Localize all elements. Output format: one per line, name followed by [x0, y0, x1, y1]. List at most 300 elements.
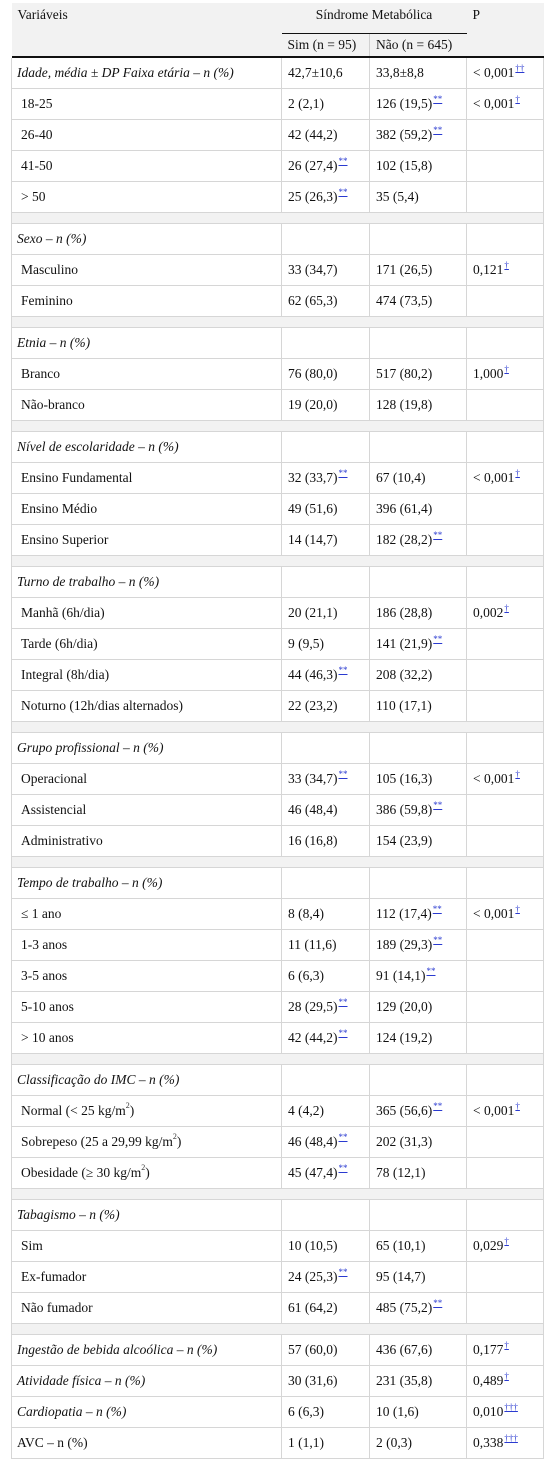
row-label-text: Feminino	[21, 293, 73, 308]
value-no-text: 474 (73,5)	[376, 293, 433, 308]
footnote-mark-link[interactable]: **	[338, 1132, 348, 1142]
value-p	[467, 691, 544, 722]
section-title: Turno de trabalho – n (%)	[12, 567, 282, 598]
empty-cell	[467, 868, 544, 899]
row-label	[12, 390, 282, 421]
row-label-text: Tarde (6h/dia)	[21, 636, 98, 651]
row-label	[12, 286, 282, 317]
section-header-row	[12, 1065, 544, 1096]
table-row	[12, 629, 544, 660]
footnote-mark-link[interactable]: **	[433, 1298, 443, 1308]
table-row	[12, 255, 544, 286]
footnote-mark-link[interactable]: †	[515, 94, 520, 104]
row-label-text: Noturno (12h/dias alternados)	[21, 698, 183, 713]
footnote-mark-link[interactable]: †	[504, 1236, 509, 1246]
value-no-text: 126 (19,5)	[376, 96, 433, 111]
value-yes	[282, 182, 370, 213]
table-body	[12, 3, 544, 1459]
value-yes	[282, 1397, 370, 1428]
value-yes	[282, 494, 370, 525]
table-row	[12, 1293, 544, 1324]
value-no	[370, 764, 467, 795]
empty-cell	[467, 733, 544, 764]
table-row	[12, 120, 544, 151]
table-row	[12, 525, 544, 556]
value-yes	[282, 525, 370, 556]
value-p-text: 0,121	[473, 262, 504, 277]
footnote-mark-link[interactable]: †	[515, 468, 520, 478]
value-no	[370, 1023, 467, 1054]
section-header-row	[12, 58, 544, 89]
value-p	[467, 1293, 544, 1324]
value-p	[467, 1366, 544, 1397]
footnote-mark-link[interactable]: **	[433, 935, 443, 945]
table-row	[12, 1158, 544, 1189]
value-p	[467, 359, 544, 390]
value-yes	[282, 359, 370, 390]
row-label	[12, 1127, 282, 1158]
section-spacer	[12, 421, 544, 432]
table-row	[12, 494, 544, 525]
row-label	[12, 255, 282, 286]
value-no	[370, 89, 467, 120]
value-no	[370, 494, 467, 525]
value-yes	[282, 1293, 370, 1324]
table-row	[12, 899, 544, 930]
value-p	[467, 1158, 544, 1189]
row-label	[12, 660, 282, 691]
empty-cell	[370, 1200, 467, 1231]
row-label-text: Assistencial	[21, 802, 87, 817]
row-label	[12, 1262, 282, 1293]
section-spacer-cell	[12, 213, 544, 224]
unit-superscript: 2	[125, 1101, 130, 1110]
value-p	[467, 494, 544, 525]
empty-cell	[282, 328, 370, 359]
value-no	[370, 691, 467, 722]
value-no	[370, 629, 467, 660]
footnote-mark-link[interactable]: **	[433, 94, 443, 104]
table-row	[12, 286, 544, 317]
value-p	[467, 255, 544, 286]
value-yes-text: 26 (27,4)	[288, 158, 338, 173]
footnote-mark-link[interactable]: †	[515, 904, 520, 914]
value-yes-text: 4 (4,2)	[288, 1103, 324, 1118]
value-no	[370, 795, 467, 826]
section-header-row	[12, 1200, 544, 1231]
section-title	[12, 1366, 282, 1397]
value-yes-text: 42 (44,2)	[288, 127, 338, 142]
value-p-text: < 0,001	[473, 1103, 515, 1118]
row-label-text: 18-25	[21, 96, 53, 111]
row-label-text: Idade, média ± DP Faixa etária – n (%)	[17, 65, 234, 80]
value-yes	[282, 120, 370, 151]
footnote-mark-link[interactable]: †††	[504, 1402, 518, 1412]
footnote-mark-link[interactable]: **	[338, 468, 348, 478]
value-no	[370, 961, 467, 992]
value-yes	[282, 89, 370, 120]
row-label	[12, 992, 282, 1023]
row-label	[12, 151, 282, 182]
empty-cell	[467, 567, 544, 598]
value-no	[370, 255, 467, 286]
section-title: Tempo de trabalho – n (%)	[12, 868, 282, 899]
table-row	[12, 691, 544, 722]
empty-cell	[282, 733, 370, 764]
value-yes-text: 49 (51,6)	[288, 501, 338, 516]
footnote-mark-link[interactable]: **	[338, 156, 348, 166]
value-no	[370, 525, 467, 556]
value-p	[467, 1127, 544, 1158]
row-label-text: 5-10 anos	[21, 999, 74, 1014]
value-no	[370, 151, 467, 182]
value-p-text: 0,338	[473, 1435, 504, 1450]
empty-cell	[467, 1200, 544, 1231]
row-label-text: Obesidade (≥ 30 kg/m	[21, 1165, 142, 1180]
section-spacer-cell	[12, 421, 544, 432]
section-spacer-cell	[12, 556, 544, 567]
value-no-text: 231 (35,8)	[376, 1373, 433, 1388]
value-no	[370, 598, 467, 629]
value-no-text: 202 (31,3)	[376, 1134, 433, 1149]
row-label	[12, 826, 282, 857]
value-no	[370, 1127, 467, 1158]
value-p	[467, 795, 544, 826]
empty-cell	[282, 224, 370, 255]
value-yes-text: 25 (26,3)	[288, 189, 338, 204]
value-p	[467, 286, 544, 317]
value-yes	[282, 1231, 370, 1262]
section-title: Tabagismo – n (%)	[12, 1200, 282, 1231]
section-header-row	[12, 1428, 544, 1459]
value-no-text: 2 (0,3)	[376, 1435, 412, 1450]
row-label-text: AVC – n (%)	[17, 1435, 88, 1450]
footnote-mark-link[interactable]: †††	[504, 1433, 518, 1443]
row-label-end: )	[129, 1103, 135, 1118]
section-title	[12, 1428, 282, 1459]
row-label	[12, 120, 282, 151]
value-no-text: 141 (21,9)	[376, 636, 433, 651]
empty-cell	[467, 1065, 544, 1096]
value-no-text: 65 (10,1)	[376, 1238, 426, 1253]
value-p-text: 0,177	[473, 1342, 504, 1357]
footnote-mark-link[interactable]: **	[432, 904, 442, 914]
row-label	[12, 1158, 282, 1189]
empty-cell	[370, 567, 467, 598]
section-header-row	[12, 1366, 544, 1397]
row-label-text: Integral (8h/dia)	[21, 667, 110, 682]
value-no-text: 186 (28,8)	[376, 605, 433, 620]
value-p-text: < 0,001	[473, 65, 515, 80]
value-yes-text: 33 (34,7)	[288, 771, 338, 786]
value-no	[370, 1428, 467, 1459]
value-yes-text: 16 (16,8)	[288, 833, 338, 848]
header-row-top	[12, 3, 544, 34]
row-label-text: Ex-fumador	[21, 1269, 87, 1284]
value-yes	[282, 795, 370, 826]
value-no-text: 382 (59,2)	[376, 127, 433, 142]
unit-superscript: 2	[141, 1163, 146, 1172]
value-yes-text: 57 (60,0)	[288, 1342, 338, 1357]
value-yes	[282, 1158, 370, 1189]
footnote-mark-link[interactable]: †	[515, 1101, 520, 1111]
row-label-text: Não-branco	[21, 397, 85, 412]
row-label-text: Ingestão de bebida alcoólica – n (%)	[17, 1342, 218, 1357]
row-label-text: Ensino Médio	[21, 501, 98, 516]
value-yes	[282, 992, 370, 1023]
value-no	[370, 992, 467, 1023]
table-row	[12, 359, 544, 390]
row-label-text: 3-5 anos	[21, 968, 68, 983]
section-header-row	[12, 733, 544, 764]
empty-cell	[282, 868, 370, 899]
value-yes-text: 22 (23,2)	[288, 698, 338, 713]
value-yes	[282, 691, 370, 722]
value-no-text: 129 (20,0)	[376, 999, 433, 1014]
header-metabolic-syndrome: Síndrome Metabólica	[282, 3, 467, 34]
metabolic-syndrome-table	[11, 3, 544, 1459]
footnote-mark-link[interactable]: **	[338, 665, 348, 675]
value-yes-text: 2 (2,1)	[288, 96, 324, 111]
value-yes	[282, 629, 370, 660]
footnote-mark-link[interactable]: †	[504, 1340, 509, 1350]
value-no	[370, 1366, 467, 1397]
section-spacer-cell	[12, 1054, 544, 1065]
value-p	[467, 764, 544, 795]
value-yes-text: 14 (14,7)	[288, 532, 338, 547]
value-no-text: 110 (17,1)	[376, 698, 432, 713]
value-p	[467, 1096, 544, 1127]
value-no-text: 128 (19,8)	[376, 397, 433, 412]
row-label-text: 41-50	[21, 158, 53, 173]
row-label-text: Ensino Fundamental	[21, 470, 133, 485]
value-p-text: 0,010	[473, 1404, 504, 1419]
value-no	[370, 660, 467, 691]
footnote-mark-link[interactable]: **	[338, 187, 348, 197]
value-yes-text: 30 (31,6)	[288, 1373, 338, 1388]
empty-cell	[282, 432, 370, 463]
section-header-row	[12, 432, 544, 463]
header-variables: Variáveis	[12, 3, 282, 34]
footnote-mark-link[interactable]: **	[433, 634, 443, 644]
value-no-text: 182 (28,2)	[376, 532, 433, 547]
value-p	[467, 89, 544, 120]
value-no-text: 517 (80,2)	[376, 366, 433, 381]
value-yes	[282, 463, 370, 494]
section-title	[12, 1397, 282, 1428]
value-no	[370, 930, 467, 961]
footnote-mark-link[interactable]: ††	[515, 63, 525, 73]
value-p	[467, 992, 544, 1023]
row-label-end: )	[145, 1165, 150, 1180]
value-yes-text: 1 (1,1)	[288, 1435, 324, 1450]
value-yes	[282, 151, 370, 182]
empty-cell	[282, 1200, 370, 1231]
section-title: Etnia – n (%)	[12, 328, 282, 359]
row-label-text: ≤ 1 ano	[21, 906, 62, 921]
value-p	[467, 151, 544, 182]
section-header-row	[12, 328, 544, 359]
section-spacer	[12, 857, 544, 868]
value-no	[370, 120, 467, 151]
value-no	[370, 359, 467, 390]
footnote-mark-link[interactable]: **	[338, 769, 348, 779]
value-yes	[282, 1335, 370, 1366]
value-p	[467, 525, 544, 556]
empty-cell	[282, 1065, 370, 1096]
value-no-text: 10 (1,6)	[376, 1404, 419, 1419]
row-label-text: Sim	[21, 1238, 43, 1253]
value-p-text: 1,000	[473, 366, 504, 381]
value-yes-text: 76 (80,0)	[288, 366, 338, 381]
table-row	[12, 182, 544, 213]
value-no-text: 124 (19,2)	[376, 1030, 433, 1045]
row-label-text: 26-40	[21, 127, 53, 142]
value-yes-text: 61 (64,2)	[288, 1300, 338, 1315]
empty-cell	[370, 328, 467, 359]
value-p	[467, 660, 544, 691]
table-row	[12, 390, 544, 421]
row-label-text: Ensino Superior	[21, 532, 109, 547]
row-label-text: Branco	[21, 366, 60, 381]
value-yes	[282, 58, 370, 89]
value-p	[467, 598, 544, 629]
value-no-text: 396 (61,4)	[376, 501, 433, 516]
row-label-text: > 10 anos	[21, 1030, 74, 1045]
value-p	[467, 1023, 544, 1054]
section-header-row	[12, 868, 544, 899]
row-label	[12, 1023, 282, 1054]
section-title: Classificação do IMC – n (%)	[12, 1065, 282, 1096]
value-no-text: 436 (67,6)	[376, 1342, 433, 1357]
value-yes	[282, 1127, 370, 1158]
footnote-mark-link[interactable]: **	[426, 966, 436, 976]
value-yes	[282, 598, 370, 629]
footnote-mark-link[interactable]: †	[504, 603, 509, 613]
value-yes	[282, 1023, 370, 1054]
value-p	[467, 930, 544, 961]
value-p	[467, 182, 544, 213]
value-yes	[282, 826, 370, 857]
section-spacer-cell	[12, 722, 544, 733]
row-label	[12, 930, 282, 961]
value-no-text: 112 (17,4)	[376, 906, 432, 921]
row-label-end: )	[176, 1134, 182, 1149]
footnote-mark-link[interactable]: **	[338, 1028, 348, 1038]
footnote-mark-link[interactable]: **	[338, 1267, 348, 1277]
footnote-mark-link[interactable]: †	[504, 1371, 509, 1381]
table-row	[12, 961, 544, 992]
value-p	[467, 390, 544, 421]
value-p-text: < 0,001	[473, 771, 515, 786]
row-label	[12, 89, 282, 120]
row-label	[12, 494, 282, 525]
value-no-text: 154 (23,9)	[376, 833, 433, 848]
value-no	[370, 1262, 467, 1293]
value-no	[370, 390, 467, 421]
value-p	[467, 1231, 544, 1262]
section-title: Nível de escolaridade – n (%)	[12, 432, 282, 463]
value-no-text: 91 (14,1)	[376, 968, 426, 983]
value-p-text: 0,029	[473, 1238, 504, 1253]
value-yes	[282, 660, 370, 691]
value-yes-text: 6 (6,3)	[288, 968, 324, 983]
value-yes	[282, 390, 370, 421]
section-spacer	[12, 722, 544, 733]
value-p	[467, 629, 544, 660]
value-no	[370, 463, 467, 494]
table-row	[12, 151, 544, 182]
value-p-text: < 0,001	[473, 906, 515, 921]
value-p-text: < 0,001	[473, 470, 515, 485]
header-blank-p	[467, 34, 544, 58]
value-yes-text: 10 (10,5)	[288, 1238, 338, 1253]
section-spacer	[12, 1054, 544, 1065]
footnote-mark-link[interactable]: **	[338, 1163, 348, 1173]
section-spacer	[12, 1189, 544, 1200]
section-spacer	[12, 556, 544, 567]
row-label-text: Administrativo	[21, 833, 103, 848]
header-row-sub	[12, 34, 544, 58]
section-header-row	[12, 224, 544, 255]
table-row	[12, 1231, 544, 1262]
row-label-text: Normal (< 25 kg/m	[21, 1103, 126, 1118]
row-label-text: > 50	[21, 189, 46, 204]
footnote-mark-link[interactable]: **	[433, 800, 443, 810]
footnote-mark-link[interactable]: **	[433, 125, 443, 135]
row-label	[12, 463, 282, 494]
value-yes-text: 42 (44,2)	[288, 1030, 338, 1045]
row-label	[12, 961, 282, 992]
value-p	[467, 1428, 544, 1459]
footnote-mark-link[interactable]: **	[338, 997, 348, 1007]
value-no	[370, 1335, 467, 1366]
value-no	[370, 1158, 467, 1189]
table-row	[12, 598, 544, 629]
row-label	[12, 525, 282, 556]
row-label	[12, 899, 282, 930]
value-yes	[282, 1428, 370, 1459]
table-row	[12, 764, 544, 795]
value-no-text: 78 (12,1)	[376, 1165, 426, 1180]
footnote-mark-link[interactable]: †	[504, 364, 509, 374]
value-p	[467, 463, 544, 494]
value-no	[370, 826, 467, 857]
value-p	[467, 826, 544, 857]
row-label	[12, 629, 282, 660]
section-spacer	[12, 1324, 544, 1335]
table-row	[12, 89, 544, 120]
section-spacer	[12, 213, 544, 224]
value-yes-text: 62 (65,3)	[288, 293, 338, 308]
row-label	[12, 1231, 282, 1262]
row-label	[12, 598, 282, 629]
value-yes	[282, 286, 370, 317]
footnote-mark-link[interactable]: **	[433, 1101, 443, 1111]
footnote-mark-link[interactable]: †	[504, 260, 509, 270]
value-no-text: 208 (32,2)	[376, 667, 433, 682]
value-no-text: 189 (29,3)	[376, 937, 433, 952]
value-p	[467, 120, 544, 151]
value-yes-text: 19 (20,0)	[288, 397, 338, 412]
footnote-mark-link[interactable]: **	[433, 530, 443, 540]
footnote-mark-link[interactable]: †	[515, 769, 520, 779]
value-no-text: 365 (56,6)	[376, 1103, 433, 1118]
header-no: Não (n = 645)	[370, 34, 467, 58]
table-row	[12, 1127, 544, 1158]
value-yes-text: 46 (48,4)	[288, 802, 338, 817]
empty-cell	[467, 432, 544, 463]
